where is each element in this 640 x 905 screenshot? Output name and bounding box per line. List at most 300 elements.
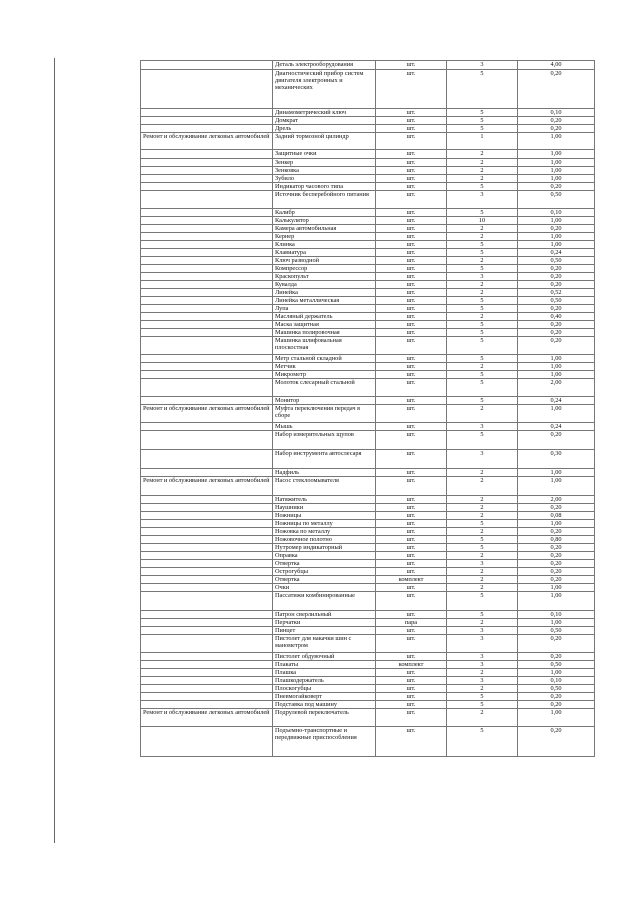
quantity-cell: 3 <box>447 61 518 70</box>
section-cell <box>141 363 273 371</box>
table-row <box>141 693 595 701</box>
quantity-cell: 2 <box>447 568 518 576</box>
quantity-cell: 2 <box>447 669 518 677</box>
unit-cell: комплект <box>376 576 447 584</box>
value-cell: 0,20 <box>518 544 595 552</box>
value-cell: 1,00 <box>518 241 595 249</box>
quantity-cell: 2 <box>447 257 518 265</box>
value-cell: 0,20 <box>518 727 595 757</box>
section-cell <box>141 661 273 669</box>
section-cell <box>141 520 273 528</box>
value-cell: 0,50 <box>518 661 595 669</box>
section-cell <box>141 544 273 552</box>
section-cell <box>141 117 273 125</box>
item-name-cell: Лупа <box>273 305 376 313</box>
quantity-cell: 5 <box>447 693 518 701</box>
table-row <box>141 273 595 281</box>
section-cell <box>141 450 273 469</box>
table-row <box>141 233 595 241</box>
quantity-cell: 2 <box>447 225 518 233</box>
item-name-cell: Плакаты <box>273 661 376 669</box>
unit-cell: шт. <box>376 70 447 109</box>
value-cell: 1,00 <box>518 669 595 677</box>
item-name-cell: Насос стеклоомывателя <box>273 477 376 496</box>
section-cell <box>141 528 273 536</box>
unit-cell: шт. <box>376 685 447 693</box>
section-cell <box>141 371 273 379</box>
item-name-cell: Машинка полировочная <box>273 329 376 337</box>
value-cell: 0,20 <box>518 701 595 709</box>
quantity-cell: 5 <box>447 337 518 355</box>
quantity-cell: 3 <box>447 450 518 469</box>
item-name-cell: Плашка <box>273 669 376 677</box>
unit-cell: шт. <box>376 450 447 469</box>
table-row <box>141 568 595 576</box>
value-cell: 0,20 <box>518 552 595 560</box>
item-name-cell: Ножовка по металлу <box>273 528 376 536</box>
unit-cell: шт. <box>376 217 447 225</box>
quantity-cell: 2 <box>447 685 518 693</box>
unit-cell: шт. <box>376 693 447 701</box>
section-cell <box>141 355 273 363</box>
unit-cell: шт. <box>376 281 447 289</box>
item-name-cell: Муфта переключения передач в сборе <box>273 405 376 423</box>
value-cell: 0,20 <box>518 305 595 313</box>
value-cell: 0,20 <box>518 504 595 512</box>
section-cell <box>141 619 273 627</box>
value-cell: 0,20 <box>518 528 595 536</box>
quantity-cell: 5 <box>447 241 518 249</box>
item-name-cell: Индикатор часового типа <box>273 183 376 191</box>
quantity-cell: 5 <box>447 109 518 117</box>
quantity-cell: 2 <box>447 496 518 504</box>
quantity-cell: 5 <box>447 70 518 109</box>
unit-cell: шт. <box>376 560 447 568</box>
section-cell: Ремонт и обслуживание легковых автомобилей <box>141 477 273 496</box>
unit-cell: шт. <box>376 512 447 520</box>
quantity-cell: 5 <box>447 209 518 217</box>
section-cell <box>141 423 273 431</box>
value-cell: 0,20 <box>518 653 595 661</box>
table-row <box>141 576 595 584</box>
value-cell: 0,20 <box>518 265 595 273</box>
value-cell: 1,00 <box>518 619 595 627</box>
item-name-cell: Плоскогубцы <box>273 685 376 693</box>
section-cell <box>141 677 273 685</box>
table-row <box>141 701 595 709</box>
table-row <box>141 217 595 225</box>
unit-cell: шт. <box>376 520 447 528</box>
table-row <box>141 584 595 592</box>
unit-cell: шт. <box>376 701 447 709</box>
table-row <box>141 125 595 133</box>
unit-cell: шт. <box>376 233 447 241</box>
item-name-cell: Набор измерительных щупов <box>273 431 376 450</box>
item-name-cell: Пассатижи комбинированные <box>273 592 376 611</box>
unit-cell: шт. <box>376 133 447 150</box>
value-cell: 0,50 <box>518 627 595 635</box>
unit-cell: шт. <box>376 363 447 371</box>
section-cell <box>141 431 273 450</box>
section-cell <box>141 653 273 661</box>
unit-cell: шт. <box>376 584 447 592</box>
value-cell: 0,20 <box>518 125 595 133</box>
section-cell <box>141 225 273 233</box>
section-cell <box>141 379 273 397</box>
unit-cell: шт. <box>376 329 447 337</box>
value-cell: 1,00 <box>518 363 595 371</box>
item-name-cell: Ножовочное полотно <box>273 536 376 544</box>
section-cell <box>141 150 273 159</box>
table-row <box>141 496 595 504</box>
section-cell <box>141 257 273 265</box>
value-cell: 0,20 <box>518 70 595 109</box>
section-cell: Ремонт и обслуживание легковых автомобилей <box>141 133 273 150</box>
table-row <box>141 661 595 669</box>
section-cell <box>141 329 273 337</box>
unit-cell: шт. <box>376 528 447 536</box>
unit-cell: шт. <box>376 727 447 757</box>
unit-cell: шт. <box>376 209 447 217</box>
section-cell <box>141 313 273 321</box>
value-cell: 0,20 <box>518 321 595 329</box>
unit-cell: шт. <box>376 125 447 133</box>
value-cell: 0,20 <box>518 693 595 701</box>
value-cell: 0,30 <box>518 450 595 469</box>
table-row <box>141 329 595 337</box>
equipment-table-body <box>141 61 595 757</box>
value-cell: 2,00 <box>518 379 595 397</box>
quantity-cell: 5 <box>447 727 518 757</box>
unit-cell: шт. <box>376 321 447 329</box>
item-name-cell: Метр стальной складной <box>273 355 376 363</box>
section-cell <box>141 627 273 635</box>
table-row <box>141 363 595 371</box>
table-row <box>141 209 595 217</box>
unit-cell: шт. <box>376 159 447 167</box>
section-cell <box>141 305 273 313</box>
quantity-cell: 2 <box>447 405 518 423</box>
item-name-cell: Динамометрический ключ <box>273 109 376 117</box>
unit-cell: шт. <box>376 496 447 504</box>
item-name-cell: Очки <box>273 584 376 592</box>
section-cell: Ремонт и обслуживание легковых автомобилей <box>141 709 273 727</box>
value-cell: 0,20 <box>518 225 595 233</box>
unit-cell: шт. <box>376 423 447 431</box>
value-cell: 1,00 <box>518 217 595 225</box>
item-name-cell: Зенковка <box>273 167 376 175</box>
section-cell <box>141 536 273 544</box>
item-name-cell: Набор инструмента автослесаря <box>273 450 376 469</box>
quantity-cell: 2 <box>447 584 518 592</box>
unit-cell: шт. <box>376 337 447 355</box>
value-cell: 1,00 <box>518 175 595 183</box>
value-cell: 0,40 <box>518 313 595 321</box>
section-cell <box>141 504 273 512</box>
item-name-cell: Зенкер <box>273 159 376 167</box>
value-cell: 0,24 <box>518 397 595 405</box>
item-name-cell: Оправка <box>273 552 376 560</box>
section-cell <box>141 576 273 584</box>
quantity-cell: 2 <box>447 552 518 560</box>
quantity-cell: 5 <box>447 536 518 544</box>
item-name-cell: Пистолет для накачки шин с манометром <box>273 635 376 653</box>
table-row <box>141 183 595 191</box>
quantity-cell: 2 <box>447 289 518 297</box>
section-cell <box>141 584 273 592</box>
item-name-cell: Патрон сверлильный <box>273 611 376 619</box>
unit-cell: шт. <box>376 379 447 397</box>
quantity-cell: 5 <box>447 355 518 363</box>
value-cell: 1,00 <box>518 159 595 167</box>
table-row <box>141 669 595 677</box>
item-name-cell: Наушники <box>273 504 376 512</box>
section-cell <box>141 635 273 653</box>
unit-cell: шт. <box>376 592 447 611</box>
quantity-cell: 5 <box>447 592 518 611</box>
unit-cell: шт. <box>376 183 447 191</box>
unit-cell: шт. <box>376 191 447 209</box>
item-name-cell: Компрессор <box>273 265 376 273</box>
item-name-cell: Калибр <box>273 209 376 217</box>
quantity-cell: 2 <box>447 512 518 520</box>
table-row <box>141 450 595 469</box>
value-cell: 0,24 <box>518 249 595 257</box>
item-name-cell: Микрометр <box>273 371 376 379</box>
section-cell <box>141 217 273 225</box>
unit-cell: шт. <box>376 504 447 512</box>
quantity-cell: 2 <box>447 167 518 175</box>
quantity-cell: 3 <box>447 653 518 661</box>
quantity-cell: 2 <box>447 159 518 167</box>
table-row <box>141 191 595 209</box>
table-row <box>141 619 595 627</box>
section-cell <box>141 685 273 693</box>
quantity-cell: 5 <box>447 431 518 450</box>
section-cell <box>141 568 273 576</box>
item-name-cell: Отвертка <box>273 560 376 568</box>
item-name-cell: Источник бесперебойного питания <box>273 191 376 209</box>
table-row <box>141 423 595 431</box>
item-name-cell: Маска защитная <box>273 321 376 329</box>
section-cell <box>141 496 273 504</box>
quantity-cell: 5 <box>447 249 518 257</box>
value-cell: 1,00 <box>518 477 595 496</box>
item-name-cell: Подрулевой переключатель <box>273 709 376 727</box>
unit-cell: шт. <box>376 397 447 405</box>
value-cell: 0,20 <box>518 183 595 191</box>
value-cell: 0,10 <box>518 209 595 217</box>
value-cell: 1,00 <box>518 709 595 727</box>
section-cell <box>141 183 273 191</box>
table-row <box>141 552 595 560</box>
section-cell <box>141 592 273 611</box>
table-row <box>141 265 595 273</box>
unit-cell: шт. <box>376 568 447 576</box>
table-row <box>141 477 595 496</box>
value-cell: 1,00 <box>518 520 595 528</box>
unit-cell: шт. <box>376 167 447 175</box>
item-name-cell: Защитные очки <box>273 150 376 159</box>
quantity-cell: 5 <box>447 305 518 313</box>
unit-cell: шт. <box>376 371 447 379</box>
section-cell <box>141 321 273 329</box>
item-name-cell: Перчатки <box>273 619 376 627</box>
quantity-cell: 3 <box>447 635 518 653</box>
quantity-cell: 3 <box>447 560 518 568</box>
quantity-cell: 2 <box>447 528 518 536</box>
item-name-cell: Пневмогайковерт <box>273 693 376 701</box>
table-row <box>141 685 595 693</box>
table-row <box>141 371 595 379</box>
section-cell <box>141 159 273 167</box>
section-cell <box>141 70 273 109</box>
value-cell: 0,50 <box>518 257 595 265</box>
value-cell: 0,20 <box>518 576 595 584</box>
quantity-cell: 3 <box>447 191 518 209</box>
table-row <box>141 528 595 536</box>
item-name-cell: Надфиль <box>273 469 376 477</box>
quantity-cell: 5 <box>447 125 518 133</box>
value-cell: 1,00 <box>518 469 595 477</box>
value-cell: 0,80 <box>518 536 595 544</box>
value-cell: 0,50 <box>518 297 595 305</box>
value-cell: 0,50 <box>518 685 595 693</box>
item-name-cell: Натяжитель <box>273 496 376 504</box>
quantity-cell: 5 <box>447 371 518 379</box>
table-row <box>141 150 595 159</box>
item-name-cell: Отвертка <box>273 576 376 584</box>
quantity-cell: 2 <box>447 477 518 496</box>
unit-cell: шт. <box>376 109 447 117</box>
table-row <box>141 431 595 450</box>
section-cell <box>141 512 273 520</box>
quantity-cell: 3 <box>447 677 518 685</box>
table-row <box>141 281 595 289</box>
section-cell <box>141 109 273 117</box>
page-margin-line <box>54 58 55 843</box>
quantity-cell: 5 <box>447 611 518 619</box>
unit-cell: шт. <box>376 313 447 321</box>
table-row <box>141 355 595 363</box>
unit-cell: пара <box>376 619 447 627</box>
section-cell <box>141 669 273 677</box>
item-name-cell: Клавиатура <box>273 249 376 257</box>
quantity-cell: 3 <box>447 661 518 669</box>
quantity-cell: 5 <box>447 265 518 273</box>
table-row <box>141 504 595 512</box>
item-name-cell: Плашкодержатель <box>273 677 376 685</box>
table-row <box>141 337 595 355</box>
table-row <box>141 536 595 544</box>
value-cell: 1,00 <box>518 133 595 150</box>
table-row <box>141 677 595 685</box>
item-name-cell: Машинка шлифовальная плоскостная <box>273 337 376 355</box>
section-cell <box>141 727 273 757</box>
item-name-cell: Метчик <box>273 363 376 371</box>
quantity-cell: 2 <box>447 469 518 477</box>
unit-cell: шт. <box>376 405 447 423</box>
table-row <box>141 289 595 297</box>
table-row <box>141 109 595 117</box>
item-name-cell: Нутромер индикаторный <box>273 544 376 552</box>
table-row <box>141 249 595 257</box>
value-cell: 0,20 <box>518 560 595 568</box>
unit-cell: шт. <box>376 289 447 297</box>
item-name-cell: Ключ разводной <box>273 257 376 265</box>
quantity-cell: 5 <box>447 117 518 125</box>
unit-cell: шт. <box>376 249 447 257</box>
value-cell: 1,00 <box>518 371 595 379</box>
value-cell: 1,00 <box>518 150 595 159</box>
value-cell: 1,00 <box>518 405 595 423</box>
item-name-cell: Пистолет обдувочный <box>273 653 376 661</box>
unit-cell: шт. <box>376 265 447 273</box>
table-row <box>141 175 595 183</box>
table-row <box>141 727 595 757</box>
section-cell <box>141 241 273 249</box>
table-row <box>141 520 595 528</box>
table-row <box>141 225 595 233</box>
table-row <box>141 592 595 611</box>
quantity-cell: 5 <box>447 379 518 397</box>
item-name-cell: Краскопульт <box>273 273 376 281</box>
item-name-cell: Ножницы по металлу <box>273 520 376 528</box>
table-row <box>141 313 595 321</box>
table-row <box>141 257 595 265</box>
quantity-cell: 5 <box>447 701 518 709</box>
item-name-cell: Молоток слесарный стальной <box>273 379 376 397</box>
quantity-cell: 5 <box>447 183 518 191</box>
unit-cell: шт. <box>376 669 447 677</box>
quantity-cell: 2 <box>447 281 518 289</box>
table-row <box>141 159 595 167</box>
value-cell: 0,20 <box>518 635 595 653</box>
value-cell: 0,10 <box>518 677 595 685</box>
section-cell: Ремонт и обслуживание легковых автомобилей <box>141 405 273 423</box>
table-row <box>141 321 595 329</box>
quantity-cell: 5 <box>447 520 518 528</box>
section-cell <box>141 125 273 133</box>
table-row <box>141 405 595 423</box>
item-name-cell: Подъемно-транспортные и передвижные приспособления <box>273 727 376 757</box>
quantity-cell: 3 <box>447 273 518 281</box>
item-name-cell: Подставка под машину <box>273 701 376 709</box>
section-cell <box>141 175 273 183</box>
unit-cell: шт. <box>376 469 447 477</box>
value-cell: 0,20 <box>518 281 595 289</box>
quantity-cell: 10 <box>447 217 518 225</box>
quantity-cell: 3 <box>447 423 518 431</box>
table-row <box>141 611 595 619</box>
table-row <box>141 544 595 552</box>
table-row <box>141 167 595 175</box>
unit-cell: шт. <box>376 225 447 233</box>
table-row <box>141 379 595 397</box>
section-cell <box>141 337 273 355</box>
unit-cell: шт. <box>376 536 447 544</box>
table-row <box>141 241 595 249</box>
unit-cell: шт. <box>376 150 447 159</box>
section-cell <box>141 297 273 305</box>
unit-cell: шт. <box>376 61 447 70</box>
item-name-cell: Ножницы <box>273 512 376 520</box>
item-name-cell: Домкрат <box>273 117 376 125</box>
table-row <box>141 397 595 405</box>
section-cell <box>141 61 273 70</box>
equipment-table <box>140 60 595 757</box>
value-cell: 1,00 <box>518 355 595 363</box>
